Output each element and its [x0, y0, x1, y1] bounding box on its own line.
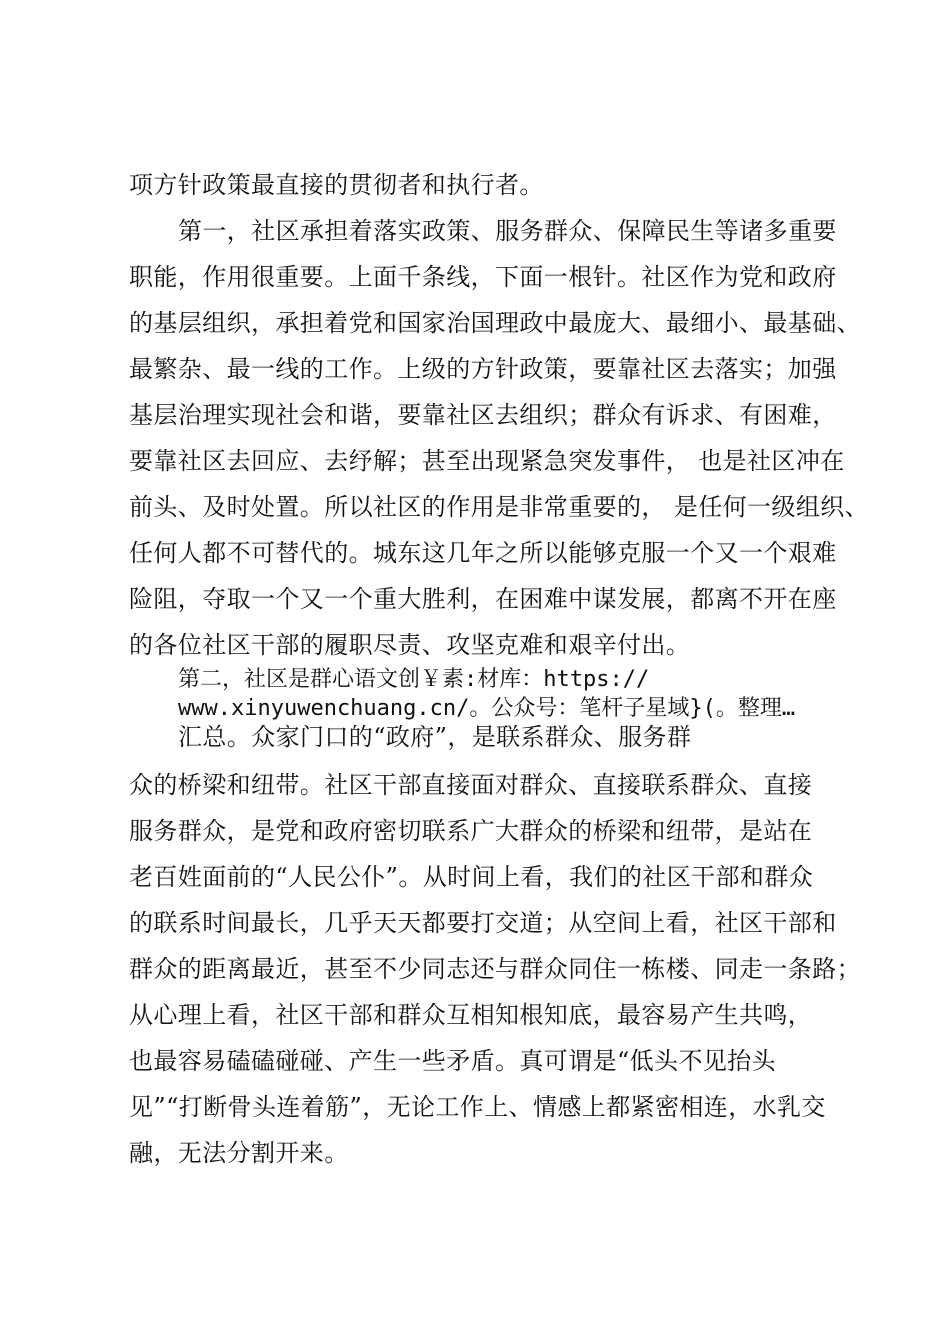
text-line: 汇总。众家门口的“政府”，是联系群众、服务群 [178, 723, 692, 751]
text-line: 任何人都不可替代的。城东这几年之所以能够克服一个又一个艰难 [129, 539, 837, 567]
text-line: 老百姓面前的“人民公仆”。从时间上看，我们的社区干部和群众 [129, 863, 814, 891]
text-line: 第二，社区是群心语文创￥素:材库：https:// [178, 667, 650, 692]
text-line: 众的桥梁和纽带。社区干部直接面对群众、直接联系群众、直接 [129, 771, 813, 799]
text-line: 险阻，夺取一个又一个重大胜利，在困难中谋发展，都离不开在座 [129, 585, 837, 613]
text-line: www.xinyuwenchuang.cn/。公众号：笔杆子星域}(。整理… [178, 696, 796, 721]
text-line: 从心理上看，社区干部和群众互相知根知底，最容易产生共鸣， [129, 1001, 813, 1029]
text-line: 要靠社区去回应、去纾解；甚至出现紧急突发事件， 也是社区冲在 [129, 447, 845, 475]
text-line: 也最容易磕磕碰碰、产生一些矛盾。真可谓是“低头不见抬头 [129, 1047, 777, 1075]
text-line: 群众的距离最近，甚至不少同志还与群众同住一栋楼、同走一条路； [129, 955, 861, 983]
text-line: 见”“打断骨头连着筋”，无论工作上、情感上都紧密相连，水乳交 [129, 1093, 826, 1121]
text-line: 第一，社区承担着落实政策、服务群众、保障民生等诸多重要 [178, 217, 837, 245]
text-line: 最繁杂、最一线的工作。上级的方针政策，要靠社区去落实；加强 [129, 355, 837, 383]
text-line: 职能，作用很重要。上面千条线，下面一根针。社区作为党和政府 [129, 263, 837, 291]
text-line: 服务群众，是党和政府密切联系广大群众的桥梁和纽带，是站在 [129, 817, 813, 845]
text-line: 融，无法分割开来。 [129, 1139, 349, 1167]
text-line: 的基层组织，承担着党和国家治国理政中最庞大、最细小、最基础、 [129, 309, 861, 337]
text-line: 的各位社区干部的履职尽责、攻坚克难和艰辛付出。 [129, 631, 691, 659]
text-line: 前头、及时处置。所以社区的作用是非常重要的， 是任何一级组织、 [129, 493, 870, 521]
text-line: 的联系时间最长，几乎天天都要打交道；从空间上看，社区干部和 [129, 909, 837, 937]
text-line: 项方针政策最直接的贯彻者和执行者。 [129, 171, 544, 199]
text-line: 基层治理实现社会和谐，要靠社区去组织；群众有诉求、有困难， [129, 401, 837, 429]
